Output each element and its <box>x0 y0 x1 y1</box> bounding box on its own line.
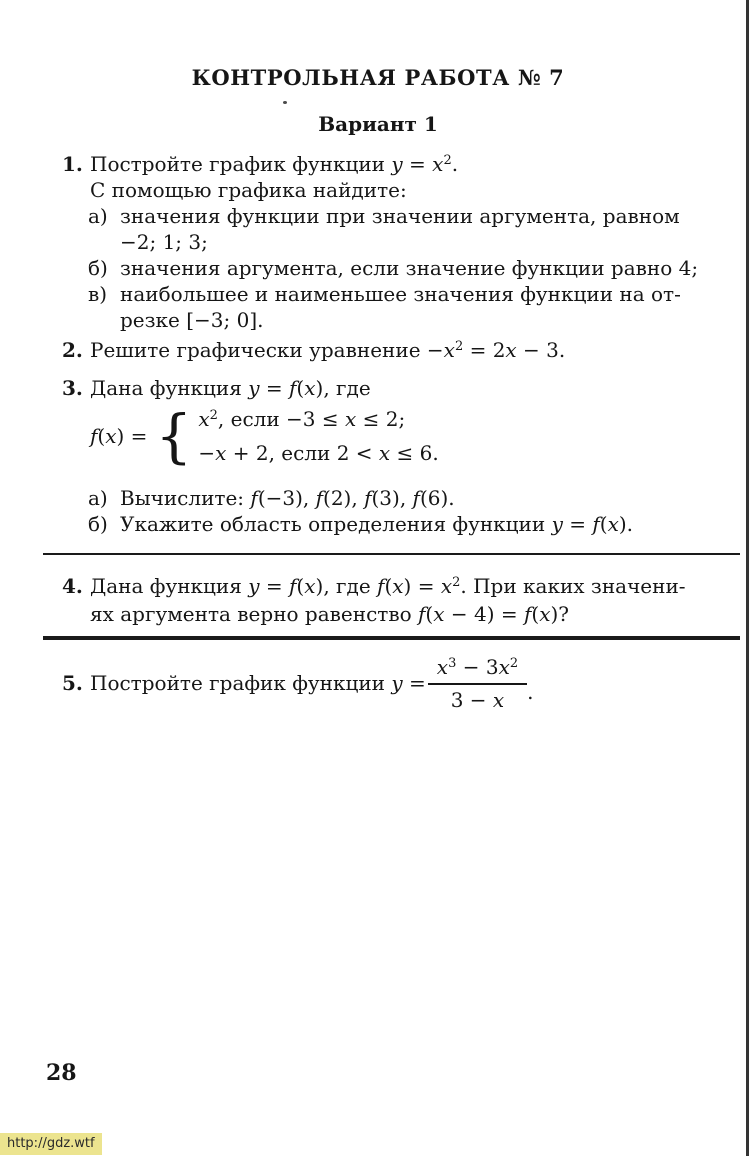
problem-1-sub-a-line-2: −2; 1; 3; <box>120 230 208 254</box>
problem-1-line-2: С помощью графика найдите: <box>90 178 407 202</box>
scan-artifact-dot <box>283 101 287 104</box>
problem-3-sub-a-line-1: Вычислите: f(−3), f(2), f(3), f(6). <box>120 486 455 510</box>
problem-4-number: 4. <box>62 574 83 598</box>
problem-5-prefix: Постройте график функции y = <box>90 671 426 695</box>
divider-rule-bottom <box>43 636 740 640</box>
problem-1-sub-a <box>90 203 716 255</box>
piecewise-row-1: $x^2$, если −3 ≤ x ≤ 2; <box>198 407 406 431</box>
problem-3-sub-b <box>90 511 716 537</box>
problem-1-sub-b <box>90 255 716 281</box>
problem-3-sub-b-label: б) <box>88 512 108 536</box>
variant-heading: Вариант 1 <box>318 112 438 136</box>
problem-3-line-1: Дана функция y = f(x), где <box>90 376 371 400</box>
piecewise-function <box>90 403 716 469</box>
problem-4 <box>40 572 716 628</box>
problem-5-period: . <box>527 680 534 704</box>
problem-1-sub-v-line-2: резке [−3; 0]. <box>120 308 264 332</box>
piecewise-row-2: −x + 2, если 2 < x ≤ 6. <box>198 441 439 465</box>
problem-4-line-1: Дана функция y = f(x), где $f(x) = x^2$. При каких значени- <box>90 574 686 598</box>
problem-2 <box>40 337 716 363</box>
piecewise-prefix: f(x) = <box>90 424 148 448</box>
problem-1-sub-b-label: б) <box>88 256 108 280</box>
page-number: 28 <box>46 1060 77 1086</box>
problem-5-number: 5. <box>62 671 83 695</box>
problem-1-number: 1. <box>62 152 83 176</box>
piecewise-rows <box>198 406 438 466</box>
problem-1-sub-a-label: а) <box>88 204 108 228</box>
problem-2-line-1: Решите графически уравнение $-x^2 = 2x - 3$. <box>90 338 566 362</box>
problem-1-sub-v-label: в) <box>88 282 108 306</box>
problem-3-number: 3. <box>62 376 83 400</box>
problem-3 <box>40 375 716 537</box>
divider-rule-top <box>43 553 740 555</box>
problem-1-sub-a-line-1: значения функции при значении аргумента, равном <box>120 204 680 228</box>
problem-3-sub-b-line-1: Укажите область определения функции y = f(x). <box>120 512 634 536</box>
problem-1-line-1: Постройте график функции $y = x^2$. <box>90 152 459 176</box>
page-title: КОНТРОЛЬНАЯ РАБОТА № 7 <box>191 65 565 90</box>
problem-5 <box>40 652 716 714</box>
problem-1 <box>40 151 716 333</box>
fraction <box>428 654 527 713</box>
problem-3-sub-a-label: а) <box>88 486 108 510</box>
fraction-denominator: 3 − x <box>428 683 527 713</box>
watermark-url: http://gdz.wtf <box>0 1133 102 1155</box>
problem-2-number: 2. <box>62 338 83 362</box>
problem-1-sub-v <box>90 281 716 333</box>
scan-border-line <box>746 0 749 1156</box>
brace-glyph: { <box>155 402 193 470</box>
problem-1-sub-v-line-1: наибольшее и наименьшее значения функции на от- <box>120 282 681 306</box>
page-content <box>40 0 716 714</box>
problem-3-sub-a <box>90 485 716 511</box>
problem-4-line-2: ях аргумента верно равенство f(x − 4) = f(x)? <box>90 602 570 626</box>
fraction-numerator: $x^3 - 3x^2$ <box>436 654 519 679</box>
problem-1-sub-b-line-1: значения аргумента, если значение функции равно 4; <box>120 256 699 280</box>
